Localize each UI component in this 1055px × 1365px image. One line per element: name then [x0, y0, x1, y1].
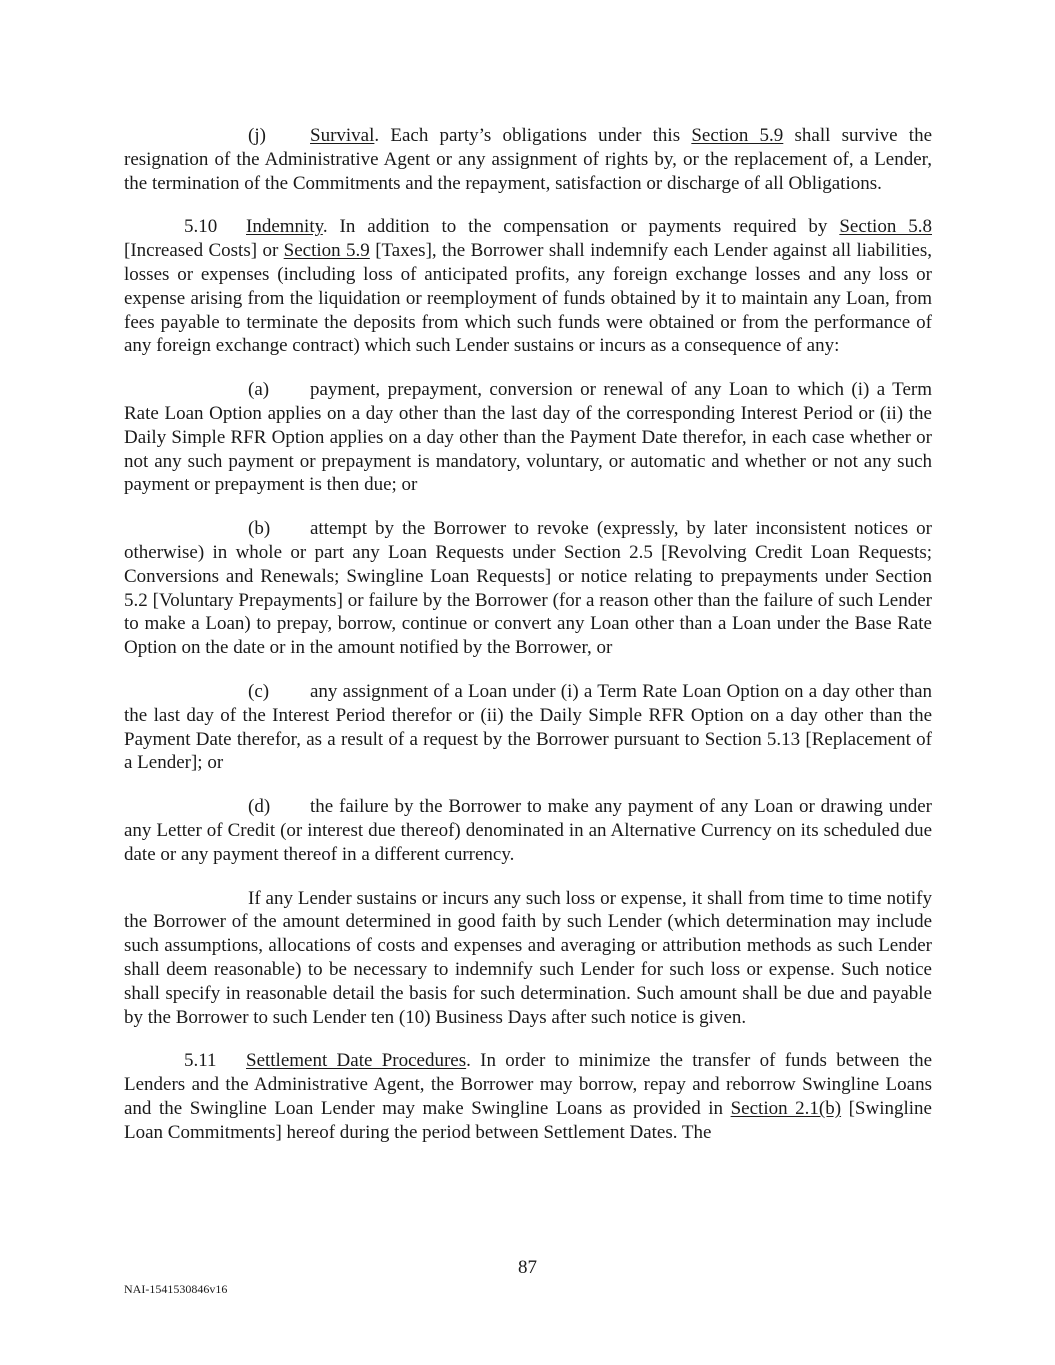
paragraph-item-b	[124, 517, 932, 660]
section-reference: Section 5.9	[283, 240, 370, 262]
paragraph-item-a	[124, 378, 932, 497]
section-reference: Section 5.9	[691, 125, 784, 146]
paragraph-survival	[124, 124, 932, 195]
paragraph-text: attempt by the Borrower to revoke (expressly, by later inconsistent notices or otherwise) in whole or part any Loan Requests under Section 2.5 [Revolving Credit Loan Requests; Conversions and Renewals; Swingline Loan Requests] or notice relating to prepayments under Section 5.2 [Voluntary Prepayments] or failure by the Borrower (for a reason other than the failure of such Lender to make a Loan) to prepay, borrow, continue or convert any Loan other than a Loan under the Base Rate Option on the date or in the amount notified by the Borrower, or	[124, 518, 932, 659]
section-heading: Indemnity	[246, 216, 323, 238]
paragraph-text: . In order to minimize the transfer of funds between the Lenders and the Administrative Agent, the Borrower may borrow, repay and reborrow Swingline Loans and the Swingline Loan Lender may make Swingline Loans as provided in	[124, 1050, 932, 1119]
paragraph-text: any assignment of a Loan under (i) a Term Rate Loan Option on a day other than the last day of the Interest Period therefor or (ii) the Daily Simple RFR Option on a day other than the Payment Date therefor, as a result of a request by the Borrower pursuant to Section 5.13 [Replacement of a Lender]; or	[124, 680, 932, 774]
paragraph-text: [Swingline Loan Commitments] hereof during the period between Settlement Dates. The	[124, 1097, 932, 1143]
paragraph-text: payment, prepayment, conversion or renewal of any Loan to which (i) a Term Rate Loan Option applies on a day other than the last day of the corresponding Interest Period or (ii) the Daily Simple RFR Option applies on a day other than the Payment Date therefor, in each case whether or not any such payment or prepayment is mandatory, voluntary, or automatic and whether or not any such payment or prepayment is then due; or	[124, 379, 932, 496]
paragraph-item-d	[124, 795, 932, 866]
paragraph-text: If any Lender sustains or incurs any such loss or expense, it shall from time to time notify the Borrower of the amount determined in good faith by such Lender (which determination may include such assumptions, allocations of costs and expenses and averaging or attribution methods as such Lender shall deem reasonable) to be necessary to indemnify such Lender for such loss or expense. Such notice shall specify in reasonable detail the basis for such determination. Such amount shall be due and payable by the Borrower to such Lender ten (10) Business Days after such notice is given.	[124, 887, 932, 1028]
paragraph-text: shall survive the resignation of the Administrative Agent or any assignment of rights by, or the replacement of, a Lender, the termination of the Commitments and the repayment, satisfaction or discharge of all Obligations.	[124, 125, 932, 194]
paragraph-text: [Taxes], the Borrower shall indemnify each Lender against all liabilities, losses or expenses (including loss of anticipated profits, any foreign exchange losses and any loss or expense arising from the liquidation or reemployment of funds obtained by it to maintain any Loan, from fees payable to terminate the deposits from which such funds were obtained or from the performance of any foreign exchange contract) which such Lender sustains or incurs as a consequence of any:	[124, 240, 932, 357]
item-number: (c)	[248, 680, 270, 702]
item-number: (a)	[248, 379, 270, 401]
paragraph-text: [Increased Costs] or	[124, 240, 284, 262]
paragraph-indemnity	[124, 215, 932, 358]
paragraph-loss-notice	[124, 887, 932, 1030]
paragraph-settlement-date-procedures	[124, 1049, 932, 1144]
section-number: 5.10	[184, 216, 218, 238]
item-number: (j)	[248, 125, 266, 146]
section-number: 5.11	[184, 1050, 217, 1072]
item-number: (d)	[248, 796, 271, 818]
section-reference: Section 5.8	[839, 216, 932, 238]
page-number: 87	[518, 1257, 537, 1278]
section-reference: Section 2.1(b)	[730, 1097, 842, 1119]
paragraph-text: the failure by the Borrower to make any payment of any Loan or drawing under any Letter of Credit (or interest due thereof) denominated in an Alternative Currency on its scheduled due date or any payment thereof in a different currency.	[124, 796, 932, 865]
section-heading: Settlement Date Procedures	[246, 1050, 467, 1072]
document-page	[124, 124, 932, 1164]
paragraph-text: . Each party’s obligations under this	[374, 125, 692, 146]
document-id: NAI-1541530846v16	[124, 1282, 228, 1296]
section-heading: Survival	[310, 125, 375, 146]
paragraph-text: . In addition to the compensation or payments required by	[322, 216, 840, 238]
item-number: (b)	[248, 518, 271, 540]
paragraph-item-c	[124, 680, 932, 775]
